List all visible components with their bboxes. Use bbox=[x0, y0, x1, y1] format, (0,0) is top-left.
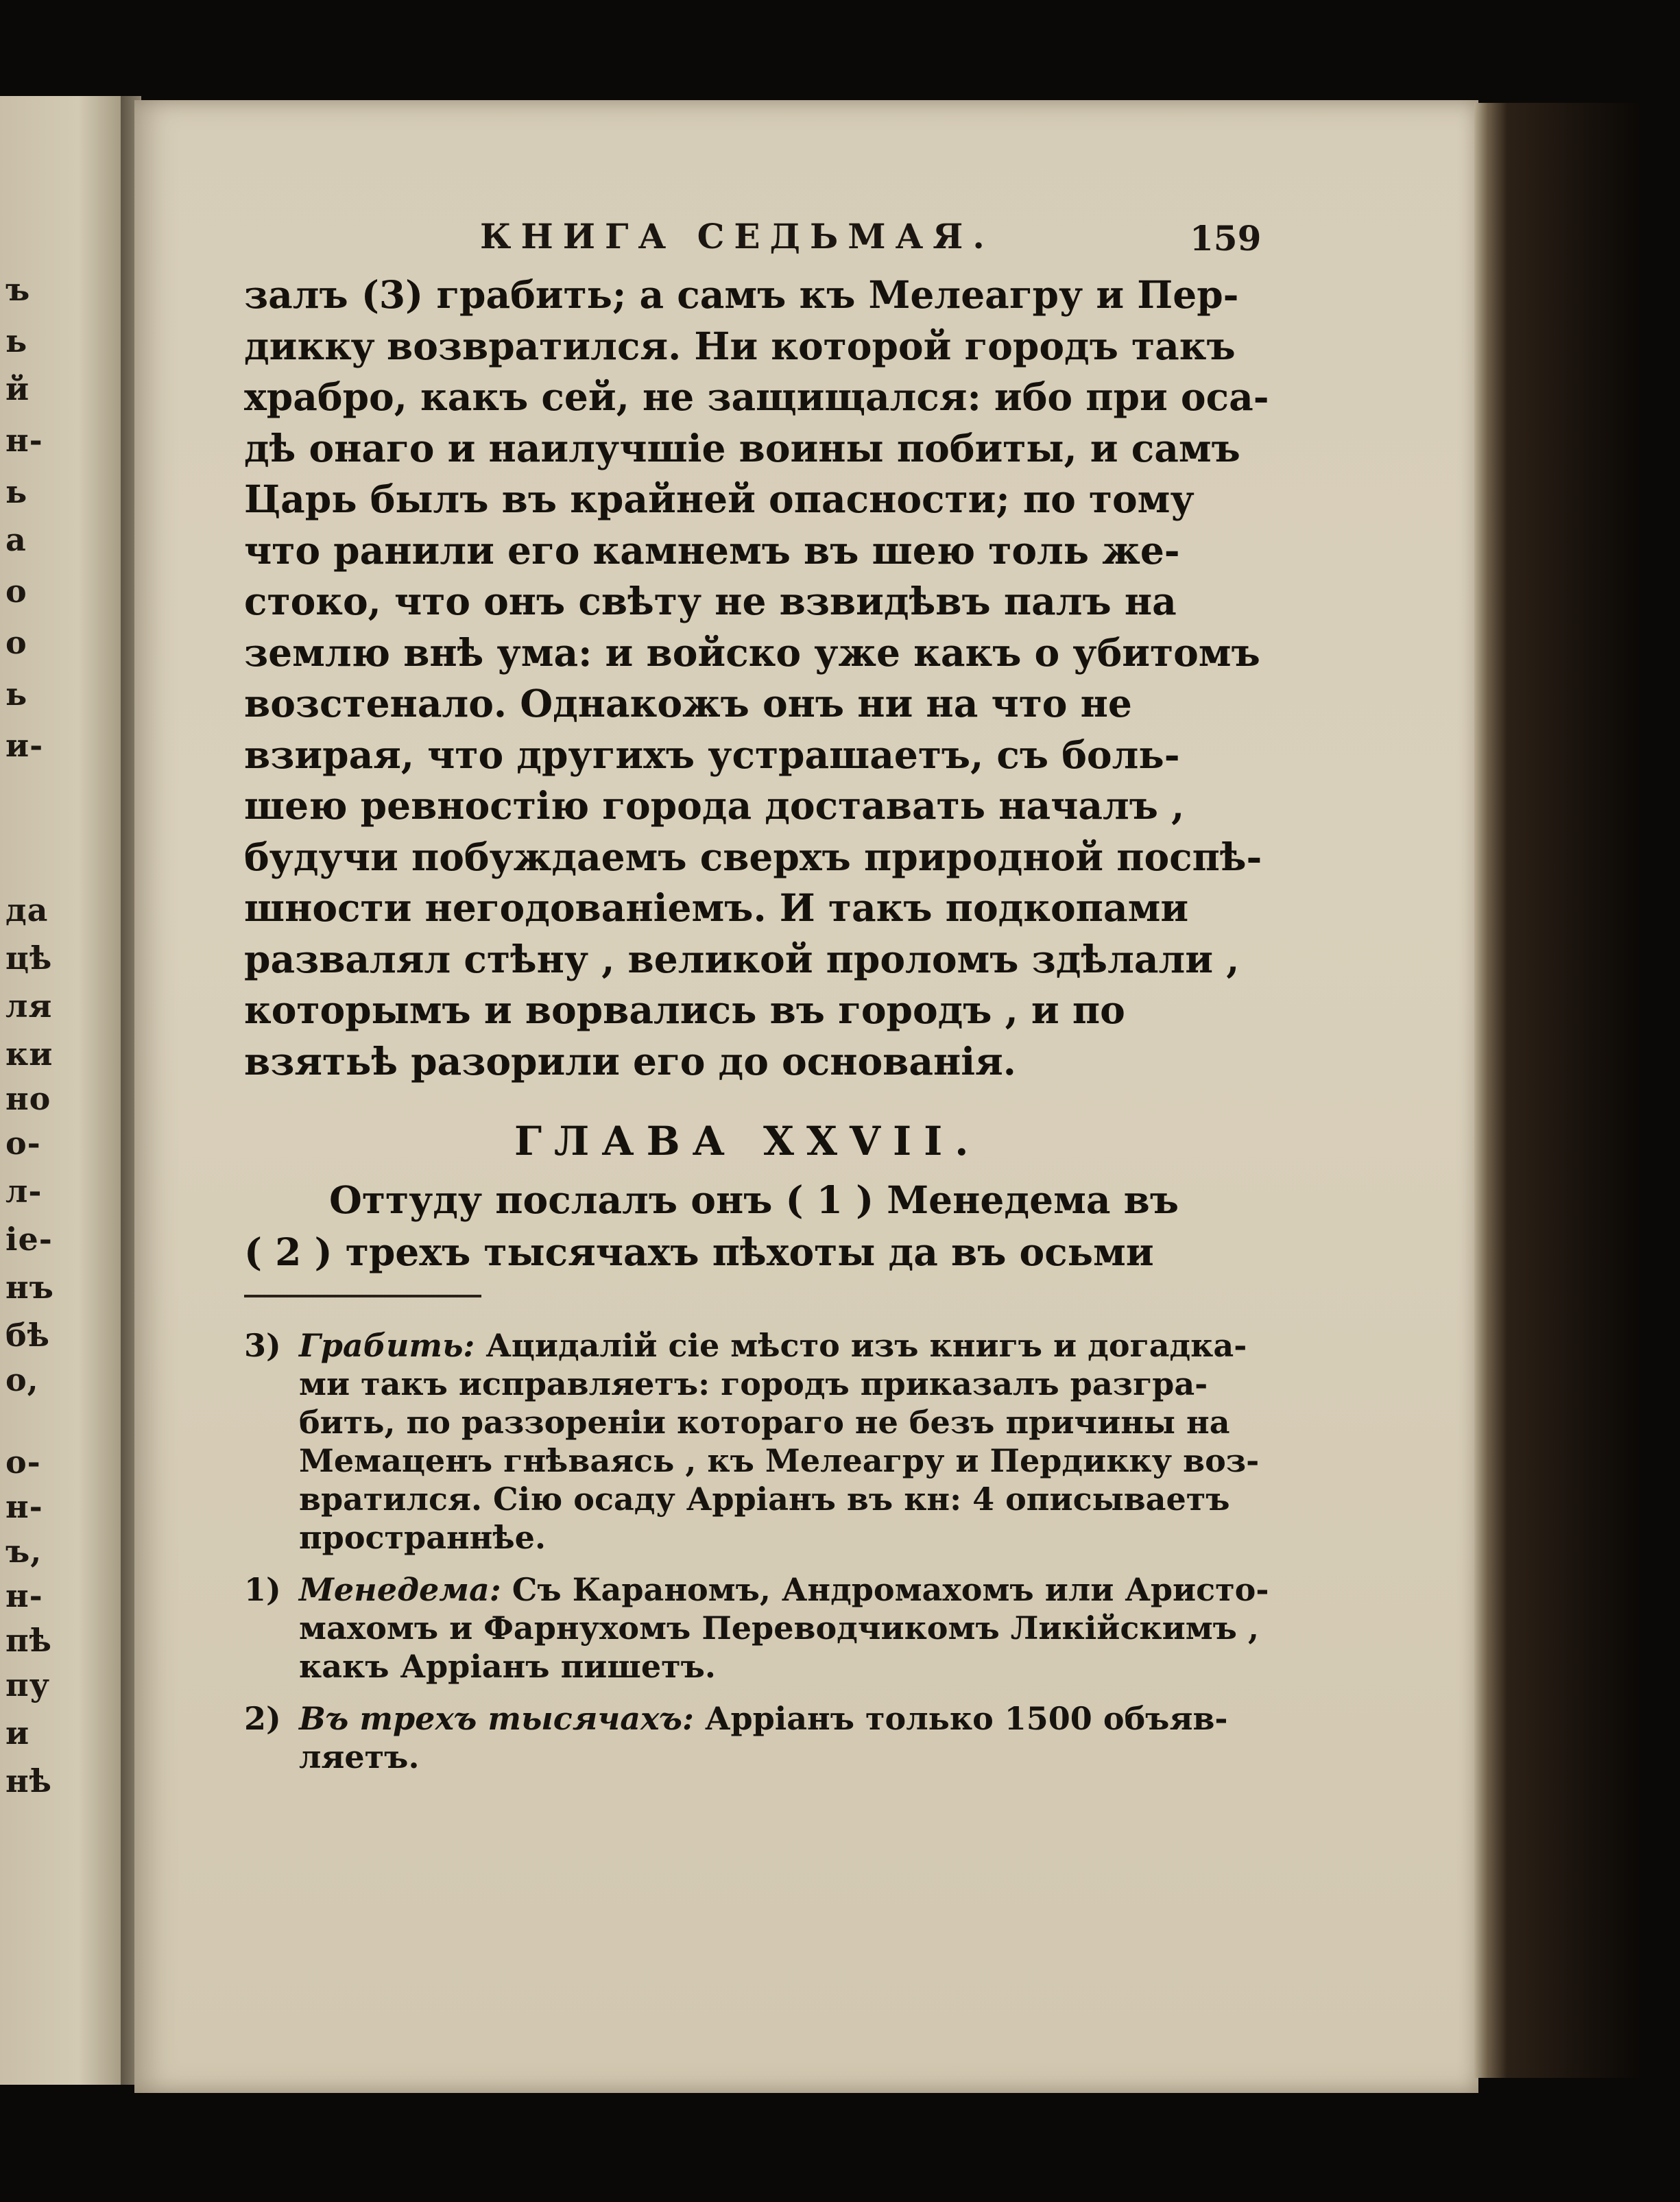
book-fore-edge bbox=[1474, 103, 1639, 2078]
margin-fragment: ки bbox=[5, 1036, 53, 1073]
margin-fragment: и bbox=[5, 1714, 30, 1751]
body-line: залъ (3) грабить; а самъ къ Мелеагру и Пер- bbox=[244, 272, 1239, 317]
footnote-line bbox=[299, 1700, 1341, 1737]
margin-fragment: й bbox=[5, 370, 30, 407]
margin-fragment: н- bbox=[5, 1488, 43, 1525]
footnote-lead: Грабить: bbox=[299, 1327, 475, 1364]
footnote-line: ми такъ исправляетъ: городъ приказалъ разгра- bbox=[299, 1365, 1208, 1402]
footnote-rule bbox=[244, 1295, 481, 1297]
footnote-marker: 2) bbox=[244, 1700, 281, 1737]
chapter-heading: ГЛАВА XXVII. bbox=[514, 1118, 981, 1164]
footnote-line: ляетъ. bbox=[299, 1738, 420, 1775]
margin-fragment: о bbox=[5, 573, 27, 610]
margin-fragment: пу bbox=[5, 1666, 51, 1703]
margin-fragment: но bbox=[5, 1080, 51, 1117]
margin-fragment: нѣ bbox=[5, 1762, 53, 1799]
chapter-line: ( 2 ) трехъ тысячахъ пѣхоты да въ осьми bbox=[244, 1230, 1154, 1274]
margin-fragment: цѣ bbox=[5, 940, 53, 977]
body-line: диккy возвратился. Ни которой городъ такъ bbox=[244, 323, 1236, 368]
body-line: шности негодованiемъ. И такъ подкопами bbox=[244, 885, 1189, 930]
body-line: храбро, какъ сей, не защищался: ибо при оса- bbox=[244, 374, 1269, 419]
margin-fragment: ля bbox=[5, 988, 53, 1025]
footnote-line bbox=[299, 1571, 1341, 1608]
body-line: дѣ онаго и наилучшiе воины побиты, и самъ bbox=[244, 425, 1240, 470]
body-line: стоко, что онъ свѣту не взвидѣвъ палъ на bbox=[244, 579, 1177, 623]
margin-fragment: ie- bbox=[5, 1221, 53, 1258]
footnote-line: пространнѣе. bbox=[299, 1519, 546, 1556]
footnote-line: бить, по раззоренiи котораго не безъ причины на bbox=[299, 1404, 1230, 1441]
footnote-text: Съ Караномъ, Андромахомъ или Аристо- bbox=[501, 1571, 1269, 1608]
body-line: взирая, что другихъ устрашаетъ, съ боль- bbox=[244, 732, 1180, 777]
footnote-text: Ацидалiй сiе мѣсто изъ книгъ и догадка- bbox=[475, 1327, 1247, 1364]
footnote-line: вратился. Сiю осаду Аррiанъ въ кн: 4 описываетъ bbox=[299, 1481, 1230, 1518]
margin-fragment: л- bbox=[5, 1173, 43, 1210]
margin-fragment: н- bbox=[5, 422, 43, 459]
body-line: землю внѣ ума: и войско уже какъ о убитомъ bbox=[244, 630, 1260, 675]
page-number: 159 bbox=[1190, 218, 1262, 259]
margin-fragment: нъ bbox=[5, 1269, 54, 1306]
margin-fragment: о, bbox=[5, 1361, 39, 1398]
margin-fragment: о- bbox=[5, 1444, 41, 1481]
footnote-lead: Менедема: bbox=[299, 1571, 501, 1608]
body-line: будучи побуждаемъ сверхъ природной поспѣ- bbox=[244, 834, 1262, 879]
margin-fragment: ъ, bbox=[5, 1533, 43, 1570]
margin-fragment: бѣ bbox=[5, 1317, 51, 1354]
footnote-line: Мемаценъ гнѣваясь , къ Мелеагру и Пердикку воз- bbox=[299, 1442, 1260, 1479]
body-line: Царь былъ въ крайней опасности; по тому bbox=[244, 477, 1195, 521]
margin-fragment: о bbox=[5, 624, 27, 661]
footnote-marker: 3) bbox=[244, 1327, 281, 1364]
footnote-lead: Въ трехъ тысячахъ: bbox=[299, 1700, 694, 1737]
margin-fragment: н- bbox=[5, 1577, 43, 1614]
margin-fragment: ь bbox=[5, 322, 28, 359]
running-head: КНИГА СЕДЬМАЯ. bbox=[480, 216, 994, 256]
margin-fragment: а bbox=[5, 521, 27, 558]
margin-fragment: ь bbox=[5, 675, 28, 713]
margin-fragment: и- bbox=[5, 727, 44, 764]
footnote-text: Аррiанъ только 1500 объяв- bbox=[693, 1700, 1228, 1737]
footnote-line: какъ Аррiанъ пишетъ. bbox=[299, 1648, 716, 1685]
body-line: возстенало. Однакожъ онъ ни на что не bbox=[244, 681, 1132, 726]
body-line: что ранили его камнемъ въ шею толь же- bbox=[244, 527, 1180, 573]
body-line: взятьѣ разорили его до основанiя. bbox=[244, 1038, 1016, 1084]
margin-fragment: ъ bbox=[5, 271, 31, 308]
footnote-marker: 1) bbox=[244, 1571, 281, 1608]
margin-fragment: пѣ bbox=[5, 1622, 53, 1659]
margin-fragment: да bbox=[5, 891, 49, 929]
margin-fragment: ь bbox=[5, 473, 28, 510]
footnote-line bbox=[299, 1327, 1341, 1364]
body-line: шею ревностiю города доставать началъ , bbox=[244, 783, 1185, 828]
margin-fragment: о- bbox=[5, 1125, 41, 1162]
footnote-line: махомъ и Фарнухомъ Переводчикомъ Ликiйскимъ , bbox=[299, 1609, 1259, 1647]
body-line: которымъ и ворвались въ городъ , и по bbox=[244, 988, 1125, 1032]
body-line: развалял стѣну , великой проломъ здѣлали , bbox=[244, 936, 1240, 981]
chapter-line: Оттуду послалъ онъ ( 1 ) Менедема въ bbox=[329, 1177, 1179, 1222]
